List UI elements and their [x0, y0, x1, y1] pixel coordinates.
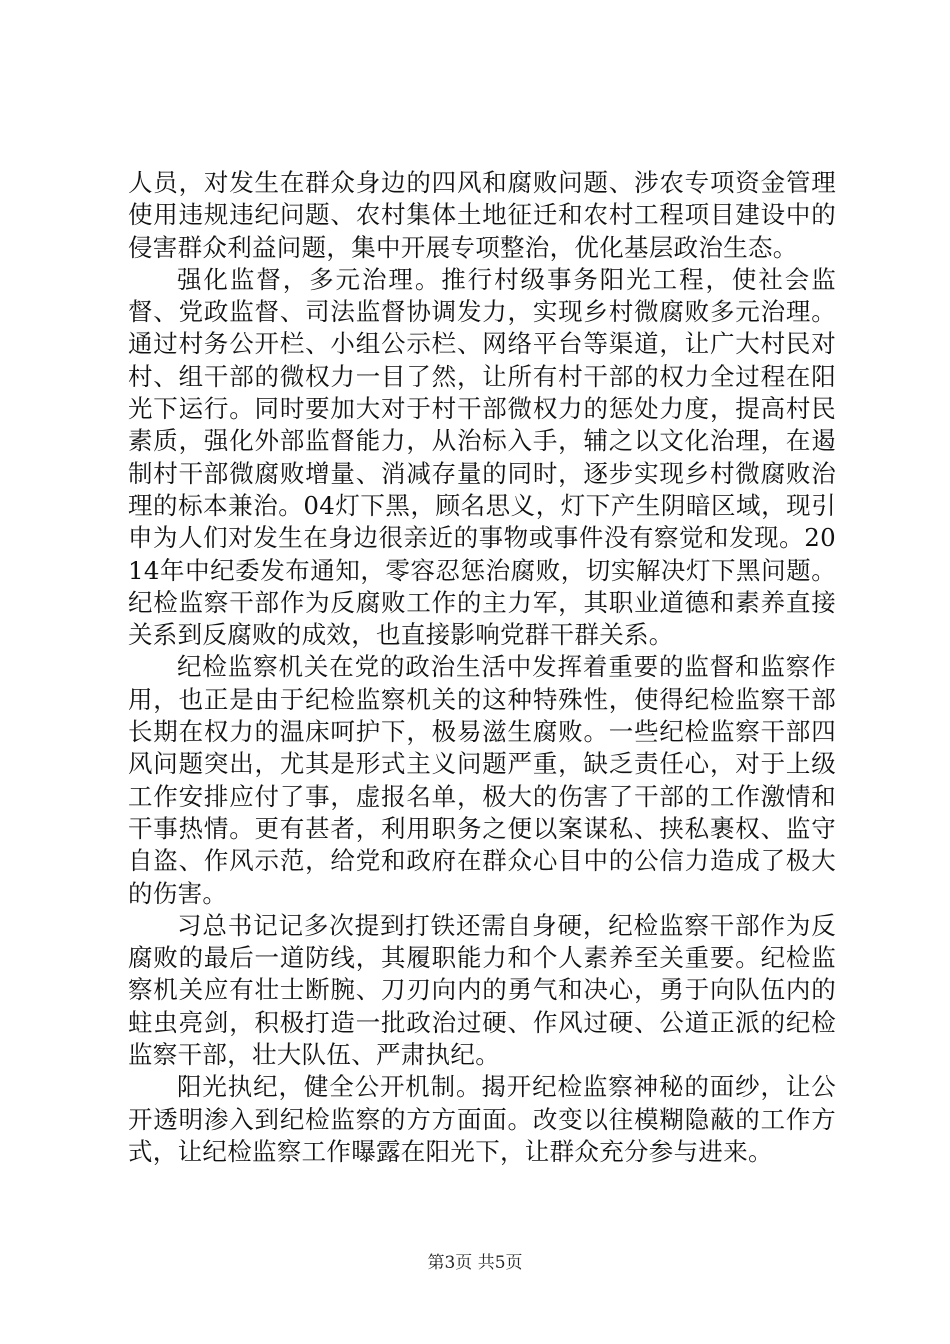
paragraph-self-discipline: 习总书记记多次提到打铁还需自身硬，纪检监察干部作为反腐败的最后一道防线，其履职能力和个人素养至关重要。纪检监察机关应有壮士断腕、刀刃向内的勇气和决心，勇于向队伍内的蛀虫亮剑，积极打造一批政治过硬、作风过硬、公道正派的纪检监察干部，壮大队伍、严肃执纪。 [128, 910, 836, 1070]
paragraph-discipline-organs: 纪检监察机关在党的政治生活中发挥着重要的监督和监察作用，也正是由于纪检监察机关的这种特殊性，使得纪检监察干部长期在权力的温床呵护下，极易滋生腐败。一些纪检监察干部四风问题突出，尤其是形式主义问题严重，缺乏责任心，对于上级工作安排应付了事，虚报名单，极大的伤害了干部的工作激情和干事热情。更有甚者，利用职务之便以案谋私、挟私裹权、监守自盗、作风示范，给党和政府在群众心目中的公信力造成了极大的伤害。 [128, 652, 836, 908]
page-number-footer: 第3页 共5页 [427, 1253, 523, 1273]
paragraph-continuation: 人员，对发生在群众身边的四风和腐败问题、涉农专项资金管理使用违规违纪问题、农村集体土地征迁和农村工程项目建设中的侵害群众利益问题，集中开展专项整治，优化基层政治生态。 [128, 168, 836, 262]
paragraph-strengthen-supervision: 强化监督，多元治理。推行村级事务阳光工程，使社会监督、党政监督、司法监督协调发力，实现乡村微腐败多元治理。通过村务公开栏、小组公示栏、网络平台等渠道，让广大村民对村、组干部的微权力一目了然，让所有村干部的权力全过程在阳光下运行。同时要加大对于村干部微权力的惩处力度，提高村民素质，强化外部监督能力，从治标入手，辅之以文化治理，在遏制村干部微腐败增量、消减存量的同时，逐步实现乡村微腐败治理的标本兼治。04灯下黑，顾名思义，灯下产生阴暗区域，现引申为人们对发生在身边很亲近的事物或事件没有察觉和发现。2014年中纪委发布通知，零容忍惩治腐败，切实解决灯下黑问题。纪检监察干部作为反腐败工作的主力军，其职业道德和素养直接关系到反腐败的成效，也直接影响党群干群关系。 [128, 264, 836, 650]
paragraph-sunshine-discipline: 阳光执纪，健全公开机制。揭开纪检监察神秘的面纱，让公开透明渗入到纪检监察的方方面面。改变以往模糊隐蔽的工作方式，让纪检监察工作曝露在阳光下，让群众充分参与进来。 [128, 1072, 836, 1166]
document-body [128, 167, 836, 1168]
